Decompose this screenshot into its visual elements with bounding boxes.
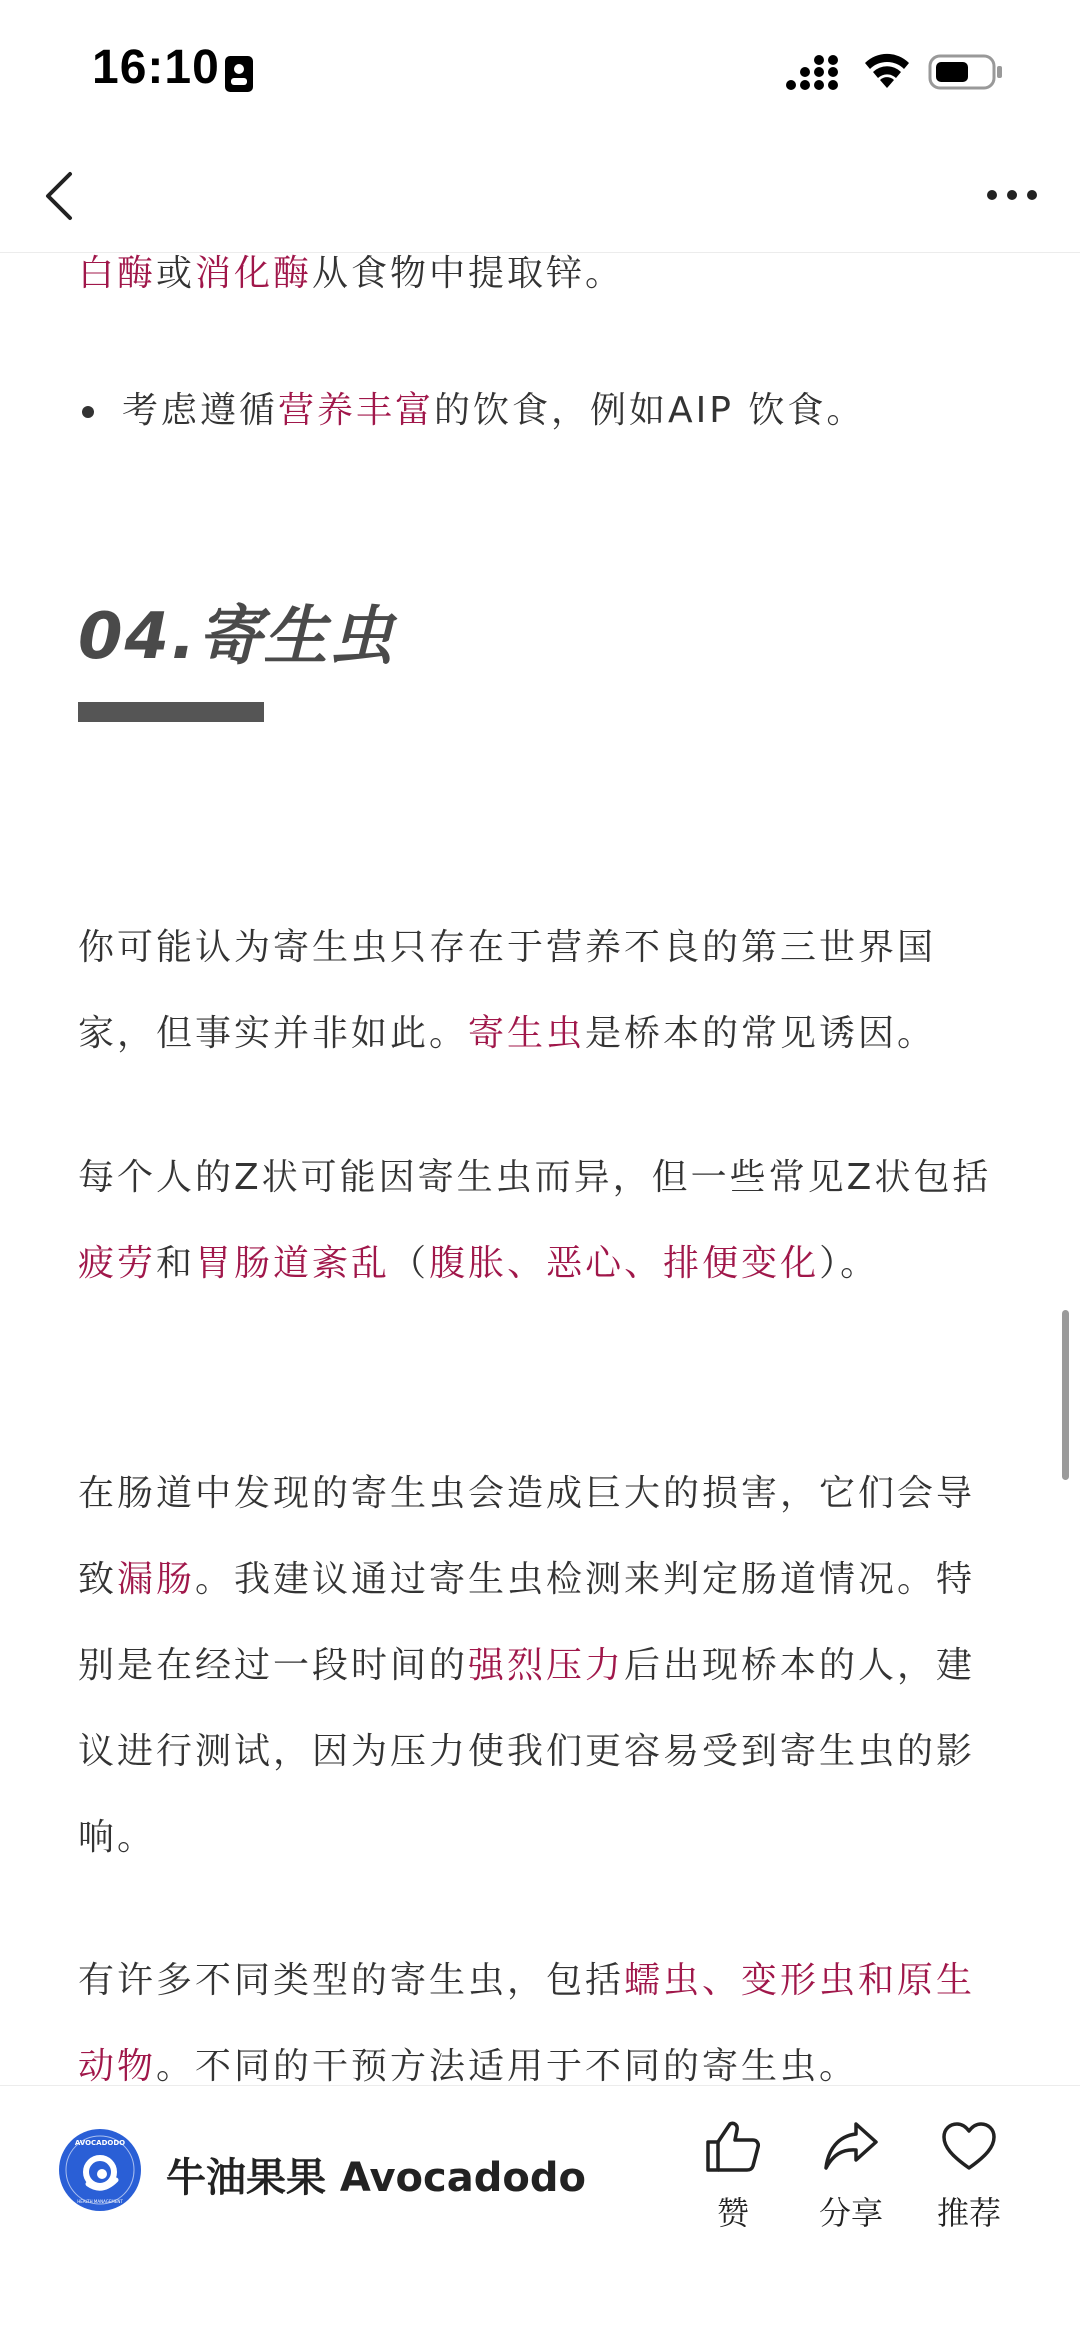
like-label: 赞 xyxy=(716,2194,749,2232)
body-text: 或 xyxy=(156,253,196,294)
nav-bar xyxy=(0,140,1080,253)
highlight-text: 消化酶 xyxy=(195,253,313,294)
share-label: 分享 xyxy=(818,2194,883,2232)
back-arrow-icon[interactable] xyxy=(36,164,86,228)
bottom-bar xyxy=(0,2085,1080,2337)
body-text: 后出现桥本的人，建议进行测试，因为压力使我们更容易受到寄生虫的影响。 xyxy=(78,1645,976,1858)
battery-icon xyxy=(928,52,1004,92)
highlight-text: 强烈压力 xyxy=(468,1645,625,1686)
section-title: 04.寄生虫 xyxy=(78,600,396,674)
highlight-text: 胃肠道紊乱 xyxy=(195,1243,391,1284)
body-text: 和 xyxy=(156,1243,196,1284)
paragraph-enzymes xyxy=(78,253,1003,317)
thumbs-up-icon xyxy=(704,2120,762,2174)
body-text: 考虑遵循 xyxy=(122,390,279,431)
highlight-text: 营养丰富 xyxy=(278,390,435,431)
share-icon xyxy=(822,2120,880,2174)
body-text: 每个人的Z状可能因寄生虫而异，但一些常见Z状包括 xyxy=(78,1157,992,1198)
account-name[interactable]: 牛油果果 Avocadodo xyxy=(166,2155,586,2201)
avatar-text-bottom: HEALTH MANAGEMENT xyxy=(77,2199,123,2204)
paragraph-parasite-types xyxy=(78,1938,1003,2083)
section-underline xyxy=(78,702,264,722)
paragraph-parasites-intro xyxy=(78,905,1003,1077)
highlight-text: 漏肠 xyxy=(117,1559,196,1600)
more-icon[interactable] xyxy=(982,170,1042,220)
body-text: 的饮食，例如AIP 饮食。 xyxy=(434,390,866,431)
id-card-icon xyxy=(224,55,254,93)
body-text: 在肠道中发现的寄生虫会造成巨大的损害，它们会导致 xyxy=(78,1473,976,1600)
body-text: 从食物中提取锌。 xyxy=(312,253,625,294)
status-bar xyxy=(0,0,1080,140)
scrollbar[interactable] xyxy=(1062,1310,1069,1480)
avatar-text-top: AVOCADODO xyxy=(74,2139,126,2147)
recommend-button[interactable] xyxy=(924,2120,1014,2234)
body-text: 。不同的干预方法适用于不同的寄生虫。 xyxy=(156,2046,859,2083)
body-text: ）。 xyxy=(819,1243,880,1284)
body-text: 。我建议通过寄生虫检测来判定肠道情况。特别是在经过一段时间的 xyxy=(78,1559,976,1686)
paragraph-gut-damage xyxy=(78,1451,1003,1881)
status-time: 16:10 xyxy=(92,41,220,94)
highlight-text: 寄生虫 xyxy=(468,1013,586,1054)
highlight-text: 蠕虫、变形虫和原生动物 xyxy=(78,1960,976,2083)
wifi-icon xyxy=(862,50,912,90)
highlight-text: 白酶 xyxy=(78,253,157,294)
signal-icon xyxy=(785,54,843,92)
article-body xyxy=(0,253,1080,2083)
highlight-text: 腹胀、恶心、排便变化 xyxy=(429,1243,820,1284)
avatar[interactable] xyxy=(58,2128,142,2212)
body-text: 是桥本的常见诱因。 xyxy=(585,1013,937,1054)
body-text: 你可能认为寄生虫只存在于营养不良的第三世界国家，但事实并非如此。 xyxy=(78,927,937,1054)
bullet-item xyxy=(78,368,1003,454)
body-text: 有许多不同类型的寄生虫，包括 xyxy=(78,1960,625,2001)
recommend-label: 推荐 xyxy=(936,2194,1001,2232)
bullet-dot xyxy=(82,406,94,418)
share-button[interactable] xyxy=(806,2120,896,2234)
like-button[interactable] xyxy=(688,2120,778,2234)
heart-icon xyxy=(940,2120,998,2174)
paragraph-symptoms xyxy=(78,1135,1003,1307)
body-text: （ xyxy=(390,1243,430,1284)
highlight-text: 疲劳 xyxy=(78,1243,157,1284)
